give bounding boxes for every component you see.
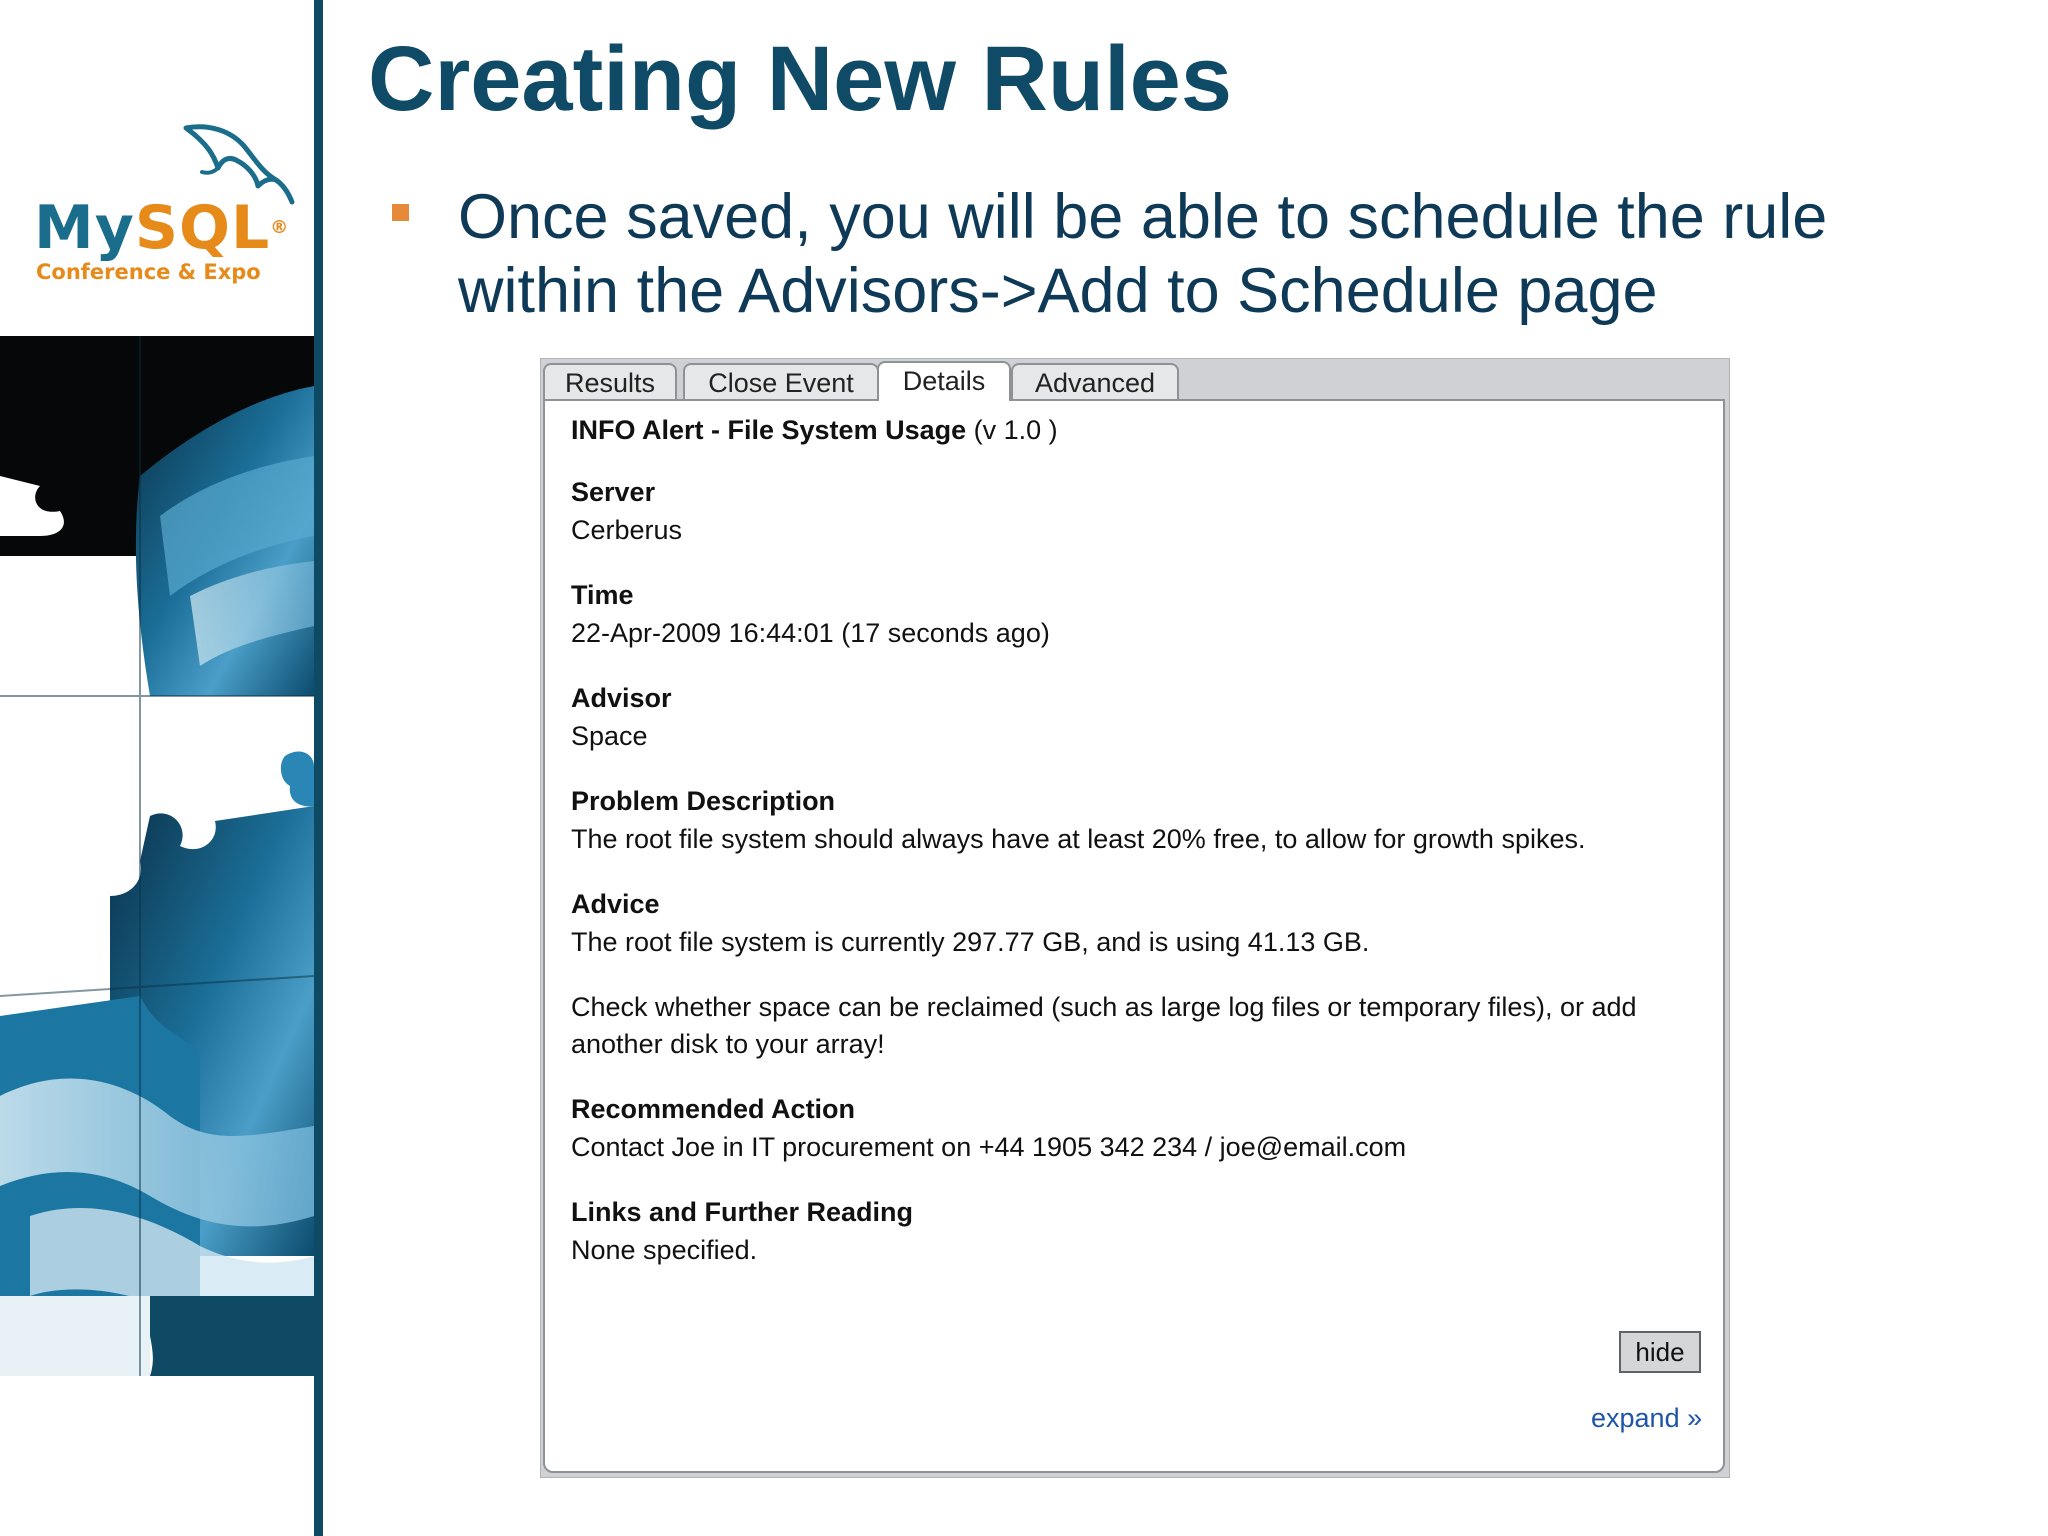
links-label: Links and Further Reading xyxy=(571,1197,914,1227)
puzzle-earth-artwork xyxy=(0,336,314,1536)
advisor-label: Advisor xyxy=(571,683,672,713)
problem-description-value: The root file system should always have at least 20% free, to allow for growth spikes. xyxy=(571,824,1586,854)
tab-details[interactable]: Details xyxy=(877,361,1011,401)
tab-results[interactable]: Results xyxy=(543,363,677,399)
alert-version: (v 1.0 ) xyxy=(966,415,1058,445)
details-content xyxy=(543,399,1725,1473)
tab-close-event[interactable]: Close Event xyxy=(683,363,879,399)
left-decorative-column xyxy=(0,0,314,1536)
recommended-action-value: Contact Joe in IT procurement on +44 1905 342 234 / joe@email.com xyxy=(571,1132,1407,1162)
mysql-conference-logo xyxy=(28,120,298,300)
event-details-panel xyxy=(540,358,1730,1478)
vertical-divider-bar xyxy=(314,0,323,1536)
alert-title xyxy=(571,415,1058,446)
links-value: None specified. xyxy=(571,1235,758,1265)
time-value: 22-Apr-2009 16:44:01 (17 seconds ago) xyxy=(571,618,1050,648)
tab-bar xyxy=(541,359,1729,399)
server-value: Cerberus xyxy=(571,515,683,545)
advisor-value: Space xyxy=(571,721,648,751)
alert-title-name: INFO Alert - File System Usage xyxy=(571,415,967,445)
advice-value-1: The root file system is currently 297.77 GB, and is using 41.13 GB. xyxy=(571,927,1370,957)
page-title: Creating New Rules xyxy=(368,28,1232,130)
hide-button[interactable]: hide xyxy=(1619,1331,1701,1373)
mysql-wordmark xyxy=(34,193,290,263)
advice-value-2: Check whether space can be reclaimed (such as large log files or temporary files), or add another disk to your array! xyxy=(571,992,1637,1059)
logo-sql: SQL xyxy=(134,193,271,263)
advice-label: Advice xyxy=(571,889,660,919)
problem-description-label: Problem Description xyxy=(571,786,836,816)
logo-subtitle: Conference & Expo xyxy=(36,260,261,284)
bullet-text: Once saved, you will be able to schedule the rule within the Advisors->Add to Schedule page xyxy=(458,182,1828,326)
recommended-action-label: Recommended Action xyxy=(571,1094,856,1124)
registered-mark: ® xyxy=(270,217,290,238)
logo-my: My xyxy=(34,193,135,263)
bullet-square-icon xyxy=(392,204,409,221)
tab-advanced[interactable]: Advanced xyxy=(1011,363,1179,399)
server-label: Server xyxy=(571,477,656,507)
time-label: Time xyxy=(571,580,634,610)
expand-link[interactable]: expand » xyxy=(1591,1403,1703,1433)
